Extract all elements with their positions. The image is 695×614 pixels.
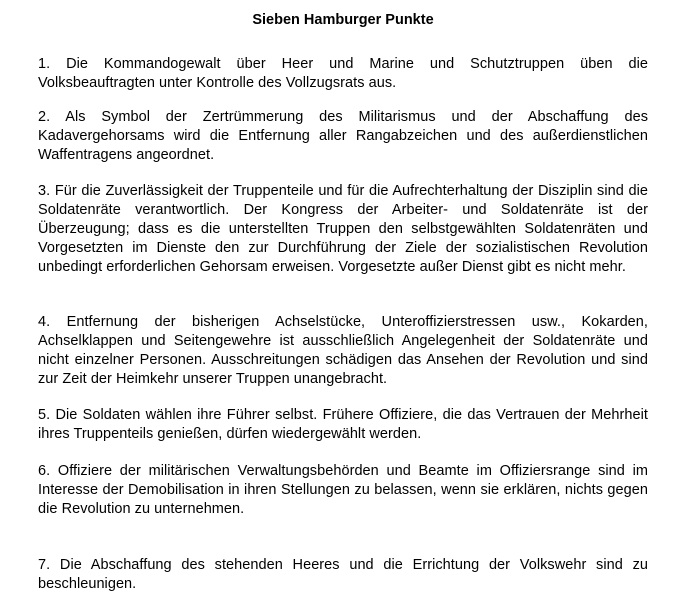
point-5: 5. Die Soldaten wählen ihre Führer selbst. Frühere Offiziere, die das Vertrauen der Mehrheit ihres Truppenteils genießen, dürfen wiedergewählt werden. — [38, 407, 648, 442]
point-7: 7. Die Abschaffung des stehenden Heeres und die Errichtung der Volkswehr sind zu beschleunigen. — [38, 557, 648, 592]
document-title: Sieben Hamburger Punkte — [252, 12, 434, 28]
point-4: 4. Entfernung der bisherigen Achselstücke, Unteroffizierstressen usw., Kokarden, Achselklappen und Seitengewehre ist ausschließlich Angelegenheit der Soldatenräte und nicht einzelner Personen. Ausschreitungen schädigen das Ansehen der Revolution und sind zur Zeit der Heimkehr unserer Truppen unangebracht. — [38, 314, 648, 387]
point-1: 1. Die Kommandogewalt über Heer und Marine und Schutztruppen üben die Volksbeauftragten unter Kontrolle des Vollzugsrats aus. — [38, 56, 648, 91]
point-2: 2. Als Symbol der Zertrümmerung des Militarismus und der Abschaffung des Kadavergehorsams wird die Entfernung aller Rangabzeichen und des außerdienstlichen Waffentragens angeordnet. — [38, 109, 648, 163]
point-6: 6. Offiziere der militärischen Verwaltungsbehörden und Beamte im Offiziersrange sind im Interesse der Demobilisation in ihren Stellungen zu belassen, wenn sie erklären, nichts gegen die Revolution zu unternehmen. — [38, 463, 648, 517]
point-3: 3. Für die Zuverlässigkeit der Truppenteile und für die Aufrechterhaltung der Disziplin sind die Soldatenräte verantwortlich. Der Kongress der Arbeiter- und Soldatenräte ist der Überzeugung; dass es die unterstellten Truppen den selbstgewählten Soldatenräten und Vorgesetzten im Dienste den zur Durchführung der Ziele der sozialistischen Revolution unbedingt erforderlichen Gehorsam erweisen. Vorgesetzte außer Dienst gibt es nicht mehr. — [38, 183, 648, 275]
